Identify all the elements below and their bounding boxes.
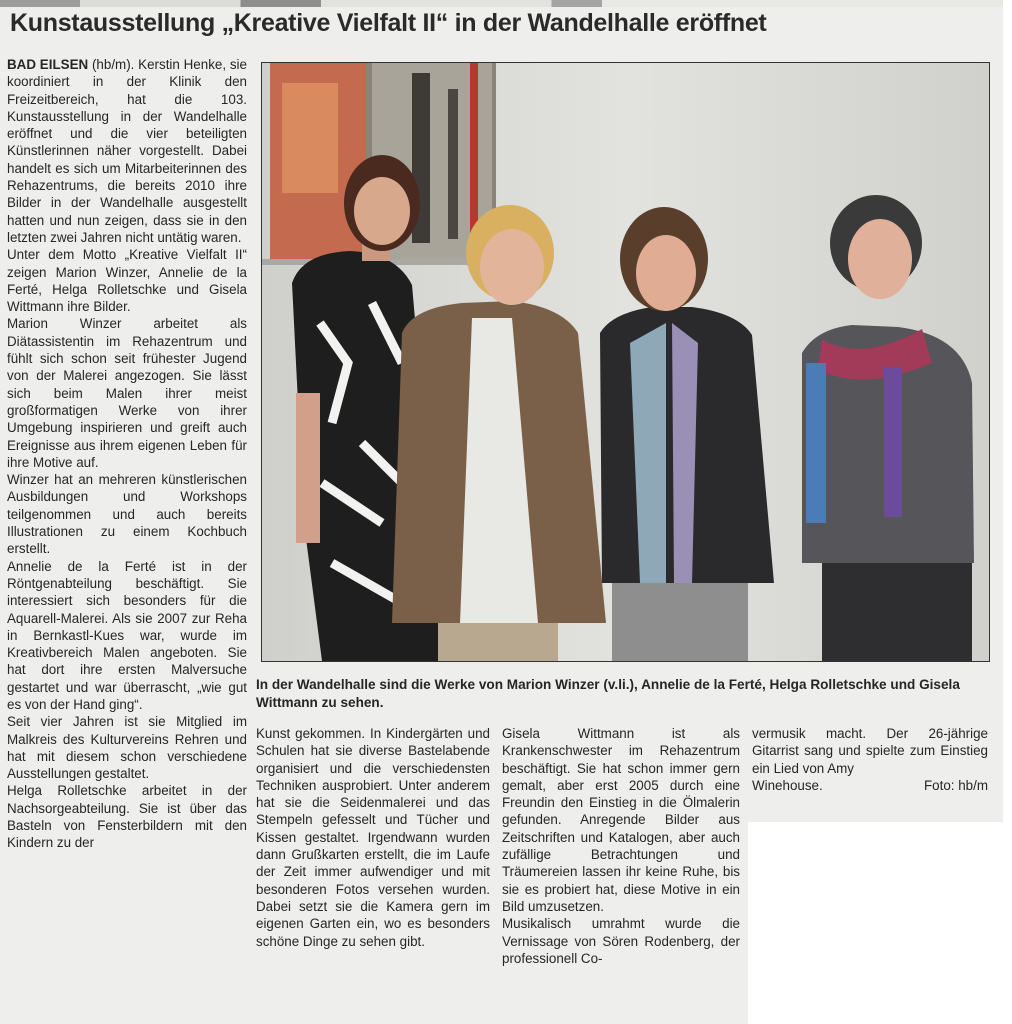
closing-line: [752, 777, 988, 794]
article-column-3: [502, 725, 740, 967]
paragraph: Musikalisch umrahmt wurde die Vernissage von Sören Rodenberg, der professionell Co-: [502, 916, 740, 966]
paragraph: Kunst gekommen. In Kindergärten und Schulen hat sie diverse Bastelabende organisiert und die verschiedensten Techniken ausprobiert. Unter anderem hat sie die Seidenmalerei und das Stempeln gefesselt und Tücher und Kissen gestaltet. Irgendwann wurden dann Grußkarten erstellt, die im Laufe der Zeit immer aufwendiger und mit besonderen Fotos versehen wurden. Dabei setzt sie die Kamera gern im eigenen Garten ein, wo es besonders schöne Dinge zu sehen gibt.: [256, 726, 490, 949]
paragraph: Marion Winzer arbeitet als Diätassistentin im Rehazentrum und fühlt sich schon seit frühester Jugend von der Malerei angezogen. Sie lässt sich beim Malen ihrer meist großformatigen Werke von ihrer Umgebung inspirieren und greift auch Ereignisse aus ihrem eigenen Leben für ihre Motive auf.: [7, 316, 247, 470]
previous-article-edge: [0, 0, 1003, 7]
scan-background: [748, 822, 1012, 1024]
photo-credit: Foto: hb/m: [923, 777, 988, 793]
dateline: BAD EILSEN: [7, 57, 89, 72]
lead-text: (hb/m). Kerstin Henke, sie koordiniert in der Klinik den Freizeitbereich, hat die 103. Kunstausstellung in der Wandelhalle eröffnet und die vier beteiligten Künstlerinnen näher vorgestellt. Dabei handelt es sich um Mitarbeiterinnen des Rehazentrums, die bereits 2010 ihre Bilder in der Wandelhalle ausgestellt hatten und nun zeigen, dass sie in den letzten zwei Jahren nicht untätig waren.: [7, 57, 247, 245]
article-column-4: [752, 725, 988, 794]
lead-paragraph: [7, 56, 247, 246]
photo-caption: In der Wandelhalle sind die Werke von Marion Winzer (v.li.), Annelie de la Ferté, Helga Rolletschke und Gisela Wittmann zu sehen.: [256, 677, 960, 710]
closing-word: Winehouse.: [752, 777, 823, 793]
article-column-1: [7, 56, 247, 852]
article-headline: Kunstausstellung „Kreative Vielfalt II“ in der Wandelhalle eröffnet: [10, 9, 767, 37]
paragraph: Unter dem Motto „Kreative Vielfalt II“ zeigen Marion Winzer, Annelie de la Ferté, Helga Rolletschke und Gisela Wittmann ihre Bilder.: [7, 247, 247, 315]
paragraph: Winzer hat an mehreren künstlerischen Ausbildungen und Workshops teilgenommen und auch bereits Illustrationen zu einem Kochbuch erstellt.: [7, 472, 247, 557]
paragraph: Helga Rolletschke arbeitet in der Nachsorgeabteilung. Sie ist über das Basteln von Fensterbildern mit den Kindern zu der: [7, 783, 247, 851]
article-photo: [261, 62, 990, 662]
paragraph: vermusik macht. Der 26-jährige Gitarrist sang und spielte zum Einstieg ein Lied von Amy: [752, 726, 988, 776]
article-column-2: [256, 725, 490, 950]
paragraph: Annelie de la Ferté ist in der Röntgenabteilung beschäftigt. Sie interessiert sich besonders für die Aquarell-Malerei. Als sie 2007 zur Reha in Bernkastl-Kues war, wurde im Kreativbereich Malen angeboten. Sie hat dort ihre ersten Malversuche gestartet und war überrascht, „wie gut es von der Hand ging“.: [7, 558, 247, 712]
paragraph: Seit vier Jahren ist sie Mitglied im Malkreis des Kulturvereins Rehren und hat mit diesem schon verschiedene Ausstellungen gestaltet.: [7, 714, 247, 782]
paragraph: Gisela Wittmann ist als Krankenschwester im Rehazentrum beschäftigt. Sie hat schon immer gern gemalt, aber erst 2005 durch eine Freundin den Einstieg in die Ölmalerin gefunden. Anregende Bilder aus Zeitschriften und Katalogen, aber auch zufällige Betrachtungen und Träumereien lassen ihr keine Ruhe, bis sie es probiert hat, diese Motive in ein Bild umzusetzen.: [502, 726, 740, 914]
